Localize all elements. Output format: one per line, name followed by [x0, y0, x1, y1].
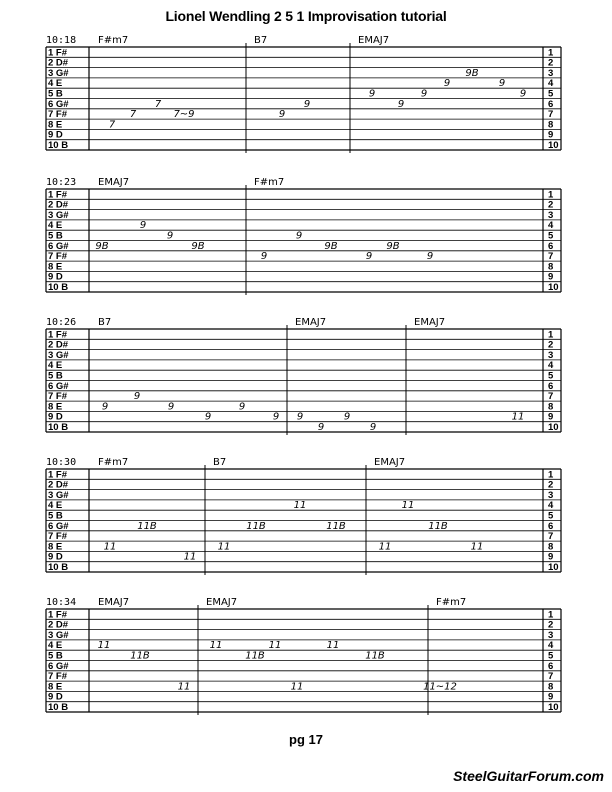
chord-symbol: F#m7 [98, 457, 129, 468]
tab-note: 11 [401, 500, 415, 512]
tab-note: 9 [303, 98, 311, 110]
chord-symbol: B7 [213, 457, 227, 468]
string-label: 6 G# [48, 380, 69, 392]
tab-note: 11B [245, 650, 265, 662]
string-number: 8 [548, 119, 554, 131]
string-number: 10 [548, 282, 559, 293]
string-label: 8 E [48, 681, 63, 693]
tab-note: 9B [191, 240, 205, 252]
tab-note: 11 [217, 541, 231, 553]
string-label: 6 G# [48, 98, 69, 110]
tab-note: 7 [108, 119, 116, 131]
timestamp: 10:23 [46, 177, 77, 188]
string-number: 9 [548, 551, 554, 563]
tab-note: 9B [324, 240, 338, 252]
tab-note: 11 [470, 541, 484, 553]
string-label: 6 G# [48, 240, 69, 252]
string-number: 6 [548, 380, 554, 392]
string-label: 3 G# [48, 489, 69, 501]
string-number: 6 [548, 240, 554, 252]
string-label: 4 E [48, 78, 63, 90]
chord-symbol: F#m7 [254, 177, 285, 188]
tab-note: 9 [426, 251, 434, 263]
string-number: 1 [548, 329, 554, 341]
string-label: 5 B [48, 370, 63, 382]
tab-note: 11B [428, 520, 448, 532]
tab-note: 9 [420, 88, 428, 100]
string-number: 5 [548, 370, 554, 382]
tab-note: 9 [278, 109, 286, 121]
string-number: 3 [548, 349, 554, 361]
tab-note: 7 [129, 109, 137, 121]
string-label: 1 F# [48, 609, 68, 621]
string-label: 10 B [48, 422, 69, 433]
string-number: 2 [548, 199, 554, 211]
string-label: 3 G# [48, 67, 69, 79]
tab-note: 9 [443, 78, 451, 90]
string-number: 5 [548, 88, 554, 100]
string-label: 2 D# [48, 199, 69, 211]
string-label: 7 F# [48, 109, 68, 121]
tab-note: 9 [397, 98, 405, 110]
tab-note: 11 [177, 681, 191, 693]
string-number: 7 [548, 391, 554, 403]
string-number: 9 [548, 129, 554, 141]
string-number: 2 [548, 619, 554, 631]
tab-note: 9 [260, 251, 268, 263]
string-label: 3 G# [48, 349, 69, 361]
page-number: pg 17 [289, 732, 323, 747]
tab-note: 9 [204, 411, 212, 423]
string-number: 3 [548, 629, 554, 641]
string-label: 4 E [48, 360, 63, 372]
string-label: 4 E [48, 640, 63, 652]
string-number: 6 [548, 98, 554, 110]
string-number: 4 [548, 220, 554, 232]
string-number: 7 [548, 109, 554, 121]
chord-symbol: EMAJ7 [374, 457, 406, 468]
tab-system-1 [0, 19, 612, 149]
tab-note: 11 [290, 681, 304, 693]
chord-symbol: EMAJ7 [295, 317, 327, 328]
string-label: 6 G# [48, 520, 69, 532]
string-label: 1 F# [48, 329, 68, 341]
tab-note: 9 [238, 401, 246, 413]
string-number: 4 [548, 360, 554, 372]
timestamp: 10:34 [46, 597, 77, 608]
string-number: 8 [548, 541, 554, 553]
string-label: 10 B [48, 282, 69, 293]
timestamp: 10:30 [46, 457, 77, 468]
chord-symbol: EMAJ7 [358, 35, 390, 46]
tab-note: 9 [272, 411, 280, 423]
string-number: 3 [548, 67, 554, 79]
string-label: 5 B [48, 88, 63, 100]
tab-note: 7~9 [173, 109, 195, 121]
tab-note: 9 [139, 220, 147, 232]
string-number: 8 [548, 261, 554, 273]
tab-note: 11 [103, 541, 117, 553]
string-label: 1 F# [48, 47, 68, 59]
tab-note: 9 [317, 422, 325, 433]
tab-note: 9B [465, 67, 479, 79]
tab-note: 7 [154, 98, 162, 110]
string-label: 7 F# [48, 671, 68, 683]
string-number: 8 [548, 401, 554, 413]
tab-note: 11 [293, 500, 307, 512]
string-label: 7 F# [48, 251, 68, 263]
string-label: 2 D# [48, 619, 69, 631]
page-title: Lionel Wendling 2 5 1 Improvisation tutorial [165, 8, 447, 24]
string-label: 8 E [48, 119, 63, 131]
chord-symbol: F#m7 [436, 597, 467, 608]
string-number: 2 [548, 57, 554, 69]
string-label: 1 F# [48, 469, 68, 481]
tab-note: 11B [137, 520, 157, 532]
string-number: 1 [548, 47, 554, 59]
string-label: 4 E [48, 500, 63, 512]
string-label: 3 G# [48, 629, 69, 641]
string-label: 6 G# [48, 660, 69, 672]
tab-note: 9 [519, 88, 527, 100]
chord-symbol: B7 [254, 35, 268, 46]
string-number: 2 [548, 339, 554, 351]
string-number: 9 [548, 411, 554, 423]
string-label: 8 E [48, 401, 63, 413]
string-label: 8 E [48, 261, 63, 273]
string-label: 5 B [48, 510, 63, 522]
string-label: 7 F# [48, 391, 68, 403]
tab-note: 11 [268, 640, 282, 652]
string-number: 1 [548, 469, 554, 481]
string-label: 4 E [48, 220, 63, 232]
string-number: 10 [548, 702, 559, 713]
string-label: 2 D# [48, 339, 69, 351]
tab-note: 9 [295, 230, 303, 242]
string-number: 6 [548, 520, 554, 532]
string-label: 2 D# [48, 479, 69, 491]
chord-symbol: B7 [98, 317, 112, 328]
string-label: 9 D [48, 271, 63, 283]
string-label: 9 D [48, 129, 63, 141]
tab-system-4 [0, 441, 612, 571]
tab-note: 11 [378, 541, 392, 553]
tab-system-5 [0, 581, 612, 711]
string-number: 1 [548, 189, 554, 201]
tab-note: 11B [130, 650, 150, 662]
string-label: 8 E [48, 541, 63, 553]
tab-note: 9 [498, 78, 506, 90]
tab-note: 11~12 [423, 681, 457, 693]
chord-symbol: EMAJ7 [206, 597, 238, 608]
string-label: 9 D [48, 691, 63, 703]
timestamp: 10:26 [46, 317, 77, 328]
chord-symbol: EMAJ7 [414, 317, 446, 328]
string-label: 7 F# [48, 531, 68, 543]
tab-note: 9B [95, 240, 109, 252]
string-number: 5 [548, 650, 554, 662]
string-number: 1 [548, 609, 554, 621]
string-number: 9 [548, 691, 554, 703]
string-number: 5 [548, 230, 554, 242]
string-label: 5 B [48, 650, 63, 662]
tab-note: 11 [209, 640, 223, 652]
string-label: 9 D [48, 551, 63, 563]
tab-note: 9 [166, 230, 174, 242]
string-number: 9 [548, 271, 554, 283]
tab-note: 9 [133, 391, 141, 403]
string-number: 2 [548, 479, 554, 491]
tab-note: 11B [246, 520, 266, 532]
string-number: 5 [548, 510, 554, 522]
string-label: 9 D [48, 411, 63, 423]
tab-note: 9 [343, 411, 351, 423]
string-number: 4 [548, 640, 554, 652]
tab-note: 9 [368, 88, 376, 100]
chord-symbol: EMAJ7 [98, 177, 130, 188]
tab-note: 9 [296, 411, 304, 423]
string-number: 3 [548, 489, 554, 501]
string-number: 10 [548, 140, 559, 151]
string-label: 5 B [48, 230, 63, 242]
string-label: 1 F# [48, 189, 68, 201]
string-label: 2 D# [48, 57, 69, 69]
string-number: 7 [548, 251, 554, 263]
tab-note: 11 [511, 411, 525, 423]
string-number: 10 [548, 562, 559, 573]
string-number: 7 [548, 531, 554, 543]
string-number: 8 [548, 681, 554, 693]
site-watermark: SteelGuitarForum.com [453, 768, 604, 784]
chord-symbol: EMAJ7 [98, 597, 130, 608]
tab-note: 9 [167, 401, 175, 413]
string-number: 4 [548, 78, 554, 90]
tab-note: 9 [101, 401, 109, 413]
tab-note: 9 [365, 251, 373, 263]
tab-system-3 [0, 301, 612, 431]
string-number: 6 [548, 660, 554, 672]
string-label: 3 G# [48, 209, 69, 221]
string-number: 7 [548, 671, 554, 683]
tab-note: 9B [386, 240, 400, 252]
tab-note: 11B [365, 650, 385, 662]
tab-system-2 [0, 161, 612, 291]
string-label: 10 B [48, 562, 69, 573]
timestamp: 10:18 [46, 35, 77, 46]
string-label: 10 B [48, 702, 69, 713]
chord-symbol: F#m7 [98, 35, 129, 46]
tab-note: 11 [183, 551, 197, 563]
string-number: 4 [548, 500, 554, 512]
string-number: 10 [548, 422, 559, 433]
tab-note: 11 [97, 640, 111, 652]
string-number: 3 [548, 209, 554, 221]
tab-note: 9 [369, 422, 377, 433]
tab-note: 11 [326, 640, 340, 652]
tab-note: 11B [326, 520, 346, 532]
string-label: 10 B [48, 140, 69, 151]
